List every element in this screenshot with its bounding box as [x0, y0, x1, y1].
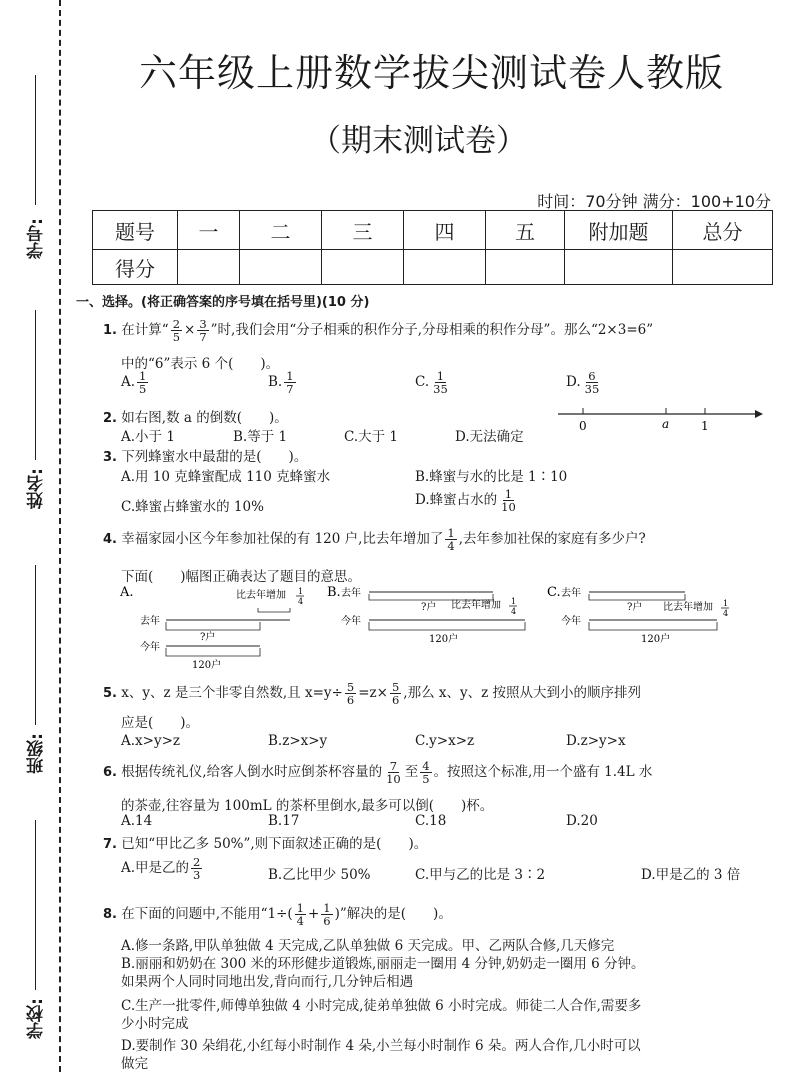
- numerator: 5: [346, 680, 355, 694]
- q2-option-a[interactable]: A.小于 1: [121, 429, 175, 445]
- increase-fraction-denominator: 4: [723, 609, 729, 618]
- question-number: 5.: [103, 686, 117, 702]
- question-7: [103, 832, 427, 852]
- score-row-label: 得分: [93, 250, 178, 285]
- numerator: 1: [296, 901, 304, 915]
- increase-fraction-denominator: 4: [511, 607, 517, 616]
- score-header-cell: 总分: [673, 211, 773, 250]
- option-text: D.蜂蜜占水的: [415, 492, 498, 509]
- option-text: A.甲是乙的: [121, 860, 190, 877]
- question-text: ,去年参加社保的家庭有多少户?: [458, 531, 646, 548]
- option-letter: C.: [547, 585, 561, 600]
- q8-option-d-line1[interactable]: D.要制作 30 朵绢花,小红每小时制作 4 朵,小兰每小时制作 6 朵。两人合作,几小时可以: [121, 1038, 641, 1054]
- question-4-line2: 下面( )幅图正确表达了题目的意思。: [121, 569, 362, 585]
- q7-option-c[interactable]: C.甲与乙的比是 3∶2: [415, 867, 546, 883]
- question-8: [103, 902, 452, 927]
- numerator: 2: [172, 317, 181, 331]
- increase-fraction-denominator: 4: [298, 597, 304, 606]
- denominator: 6: [323, 914, 331, 929]
- question-text: ”时,我们会用“分子相乘的积作分子,分母相乘的积作分母”。那么“2×3=6”: [210, 322, 654, 339]
- tick-label-a: a: [662, 417, 670, 431]
- fraction: [191, 856, 202, 881]
- q1-option-a[interactable]: [121, 370, 150, 395]
- name-label: 姓名:: [27, 468, 47, 509]
- households-120: 120户: [429, 634, 459, 645]
- numerator: 1: [436, 369, 445, 383]
- question-6: [103, 760, 652, 785]
- q3-option-a[interactable]: A.用 10 克蜂蜜配成 110 克蜂蜜水: [121, 469, 331, 485]
- score-cell[interactable]: [565, 250, 673, 285]
- denominator: 6: [391, 693, 400, 708]
- q3-option-d[interactable]: [415, 488, 520, 513]
- q8-option-c-line2[interactable]: 少小时完成: [121, 1016, 189, 1032]
- q5-option-b[interactable]: B.z>x>y: [268, 733, 328, 749]
- fraction: [499, 488, 518, 513]
- question-text: ,那么 x、y、z 按照从大到小的顺序排列: [403, 685, 642, 702]
- numerator: 1: [447, 526, 455, 540]
- numerator: 2: [193, 855, 201, 869]
- fraction: [445, 527, 456, 552]
- school-label: 学校:: [27, 998, 47, 1039]
- q7-option-b[interactable]: B.乙比甲少 50%: [268, 867, 371, 883]
- q6-option-b[interactable]: B.17: [268, 813, 300, 829]
- households-120: 120户: [192, 660, 222, 671]
- this-year-label: 今年: [140, 642, 160, 653]
- plus-sign: +: [307, 906, 320, 923]
- score-header-cell: 三: [322, 211, 404, 250]
- question-number: 4.: [103, 532, 117, 548]
- page-subtitle: （期末测试卷）: [310, 123, 527, 159]
- question-number: 2.: [103, 411, 117, 426]
- score-header-cell: 题号: [93, 211, 178, 250]
- denominator: 35: [584, 382, 600, 397]
- q8-option-d-line2[interactable]: 做完: [121, 1056, 148, 1072]
- q5-option-a[interactable]: A.x>y>z: [121, 733, 181, 749]
- unknown-households: ?户: [421, 602, 437, 613]
- increase-fraction-numerator: 1: [298, 587, 304, 596]
- q8-option-b-line2[interactable]: 如果两个人同时同地出发,背向而行,几分钟后相遇: [121, 974, 414, 990]
- q6-option-d[interactable]: D.20: [566, 813, 598, 829]
- fraction: [583, 370, 602, 395]
- option-letter: D.: [566, 374, 581, 391]
- numerator: 6: [588, 369, 596, 383]
- school-blank[interactable]: [35, 820, 36, 990]
- student-number-label: 学号:: [27, 218, 47, 259]
- fraction: [284, 370, 295, 395]
- score-header-cell: 四: [404, 211, 486, 250]
- number-line-arrow: [755, 410, 763, 418]
- denominator: 5: [172, 330, 181, 345]
- fraction: [321, 902, 332, 927]
- option-letter: A.: [121, 374, 136, 391]
- this-year-label: 今年: [561, 616, 581, 627]
- binding-cut-line: [59, 0, 61, 1072]
- question-number: 8.: [103, 907, 117, 923]
- score-cell[interactable]: [178, 250, 240, 285]
- tick-label-1: 1: [701, 419, 709, 433]
- last-year-brace: [166, 622, 260, 630]
- score-table-header-row: [93, 211, 773, 250]
- fraction: [431, 370, 450, 395]
- denominator: 4: [296, 914, 304, 929]
- denominator: 10: [386, 772, 401, 787]
- score-cell[interactable]: [322, 250, 404, 285]
- q4-diagram-b[interactable]: [325, 582, 535, 654]
- question-2: [103, 406, 288, 426]
- unknown-households: ?户: [200, 632, 216, 643]
- fraction: [420, 760, 431, 785]
- this-year-label: 今年: [341, 616, 361, 627]
- name-blank[interactable]: [35, 310, 36, 460]
- time-score-info: 时间：70分钟 满分：100+10分: [537, 192, 771, 211]
- fraction: [390, 681, 401, 706]
- tick-label-0: 0: [579, 419, 587, 433]
- question-text: x、y、z 是三个非零自然数,且 x=y÷: [121, 685, 343, 702]
- increase-fraction-numerator: 1: [511, 597, 517, 606]
- question-text: )”解决的是( )。: [334, 906, 452, 923]
- numerator: 5: [391, 680, 400, 694]
- denominator: 5: [139, 382, 147, 397]
- question-number: 1.: [103, 323, 117, 339]
- score-table-score-row: [93, 250, 773, 285]
- q6-option-a[interactable]: A.14: [121, 813, 153, 829]
- question-5-line2: 应是( )。: [121, 715, 200, 731]
- score-header-cell: 五: [486, 211, 565, 250]
- q4-diagram-c[interactable]: [545, 582, 755, 654]
- households-120: 120户: [641, 634, 671, 645]
- q6-option-c[interactable]: C.18: [415, 813, 447, 829]
- score-cell[interactable]: [673, 250, 773, 285]
- numerator: 7: [389, 759, 398, 773]
- score-cell[interactable]: [240, 250, 322, 285]
- question-text: 在下面的问题中,不能用“1÷(: [121, 906, 293, 923]
- class-blank[interactable]: [35, 565, 36, 725]
- section-heading: 一、选择。(将正确答案的序号填在括号里)(10 分): [76, 295, 370, 310]
- numerator: 1: [139, 369, 147, 383]
- score-table: [92, 210, 773, 285]
- fraction: [171, 318, 182, 343]
- q2-option-b[interactable]: B.等于 1: [233, 429, 288, 445]
- denominator: 10: [501, 500, 516, 515]
- numerator: 1: [323, 901, 331, 915]
- numerator: 1: [286, 369, 294, 383]
- this-year-brace: [589, 622, 717, 630]
- option-letter: C.: [415, 374, 430, 391]
- question-text: 幸福家园小区今年参加社保的有 120 户,比去年增加了: [121, 531, 444, 548]
- question-number: 3.: [103, 450, 117, 465]
- score-header-cell: 一: [178, 211, 240, 250]
- page-title: 六年级上册数学拔尖测试卷人教版: [138, 51, 724, 95]
- denominator: 7: [199, 330, 207, 345]
- score-cell[interactable]: [404, 250, 486, 285]
- q1-option-b[interactable]: [268, 370, 298, 395]
- increase-label: 比去年增加: [236, 590, 286, 601]
- q1-option-d[interactable]: [566, 370, 603, 395]
- question-text: 至: [404, 764, 419, 781]
- fraction: [345, 681, 356, 706]
- numerator: 3: [199, 317, 207, 331]
- q2-option-c[interactable]: C.大于 1: [344, 429, 399, 445]
- score-header-cell: 二: [240, 211, 322, 250]
- number-line-diagram: [555, 402, 765, 436]
- denominator: 3: [193, 868, 201, 883]
- q8-option-c-line1[interactable]: C.生产一批零件,师傅单独做 4 小时完成,徒弟单独做 6 小时完成。师徒二人合作,需要多: [121, 998, 642, 1014]
- fraction: [384, 760, 403, 785]
- score-cell[interactable]: [486, 250, 565, 285]
- question-number: 7.: [103, 837, 117, 852]
- denominator: 7: [286, 382, 294, 397]
- question-5: [103, 681, 641, 706]
- numerator: 1: [504, 487, 513, 501]
- question-text: 下列蜂蜜水中最甜的是( )。: [121, 449, 308, 465]
- denominator: 6: [346, 693, 355, 708]
- question-6-line2: 的茶壶,往容量为 100mL 的茶杯里倒水,最多可以倒( )杯。: [121, 798, 494, 814]
- increase-label: 比去年增加: [663, 602, 713, 613]
- q5-option-c[interactable]: C.y>x>z: [415, 733, 475, 749]
- q4-diagram-a[interactable]: [118, 582, 318, 674]
- question-3: [103, 445, 307, 465]
- this-year-brace: [369, 622, 525, 630]
- option-letter: B.: [268, 374, 283, 391]
- fraction: [197, 318, 208, 343]
- q2-option-d[interactable]: D.无法确定: [455, 429, 524, 445]
- q3-option-c[interactable]: C.蜂蜜占蜂蜜水的 10%: [121, 499, 264, 515]
- denominator: 5: [422, 772, 430, 787]
- question-text: 。按照这个标准,用一个盛有 1.4L 水: [433, 764, 653, 781]
- q5-option-d[interactable]: D.z>y>x: [566, 733, 626, 749]
- fraction: [295, 902, 306, 927]
- numerator: 4: [422, 759, 430, 773]
- class-label: 班级:: [27, 733, 47, 774]
- question-4: [103, 527, 646, 552]
- increase-fraction-numerator: 1: [723, 599, 729, 608]
- last-year-label: 去年: [140, 616, 160, 627]
- increase-brace: [258, 608, 290, 612]
- last-year-brace: [589, 594, 685, 600]
- question-1: [103, 318, 653, 343]
- option-letter: A.: [120, 585, 134, 600]
- q1-option-c[interactable]: [415, 370, 452, 395]
- q8-option-a[interactable]: A.修一条路,甲队单独做 4 天完成,乙队单独做 6 天完成。甲、乙两队合修,几天修完: [121, 938, 615, 954]
- score-header-cell: 附加题: [565, 211, 673, 250]
- denominator: 35: [433, 382, 448, 397]
- fraction: [137, 370, 148, 395]
- denominator: 4: [447, 539, 455, 554]
- question-text: 在计算“: [121, 322, 169, 339]
- q7-option-a[interactable]: [121, 856, 204, 881]
- this-year-brace: [166, 648, 260, 656]
- times-sign: ×: [184, 322, 196, 339]
- increase-label: 比去年增加: [451, 600, 501, 611]
- question-number: 6.: [103, 765, 117, 781]
- q7-option-d[interactable]: D.甲是乙的 3 倍: [641, 867, 741, 883]
- option-letter: B.: [327, 585, 341, 600]
- question-text: 已知“甲比乙多 50%”,则下面叙述正确的是( )。: [121, 836, 428, 852]
- unknown-households: ?户: [627, 602, 643, 613]
- last-year-label: 去年: [341, 588, 361, 599]
- question-text: 如右图,数 a 的倒数( )。: [121, 410, 288, 426]
- q3-option-b[interactable]: B.蜂蜜与水的比是 1∶10: [415, 469, 568, 485]
- question-text: =z×: [358, 685, 388, 702]
- q8-option-b-line1[interactable]: B.丽丽和奶奶在 300 米的环形健步道锻炼,丽丽走一圈用 4 分钟,奶奶走一圈用 6 分钟。: [121, 956, 645, 972]
- question-text: 根据传统礼仪,给客人倒水时应倒茶杯容量的: [121, 764, 383, 781]
- last-year-label: 去年: [561, 588, 581, 599]
- question-1-line2: 中的“6”表示 6 个( )。: [121, 356, 280, 372]
